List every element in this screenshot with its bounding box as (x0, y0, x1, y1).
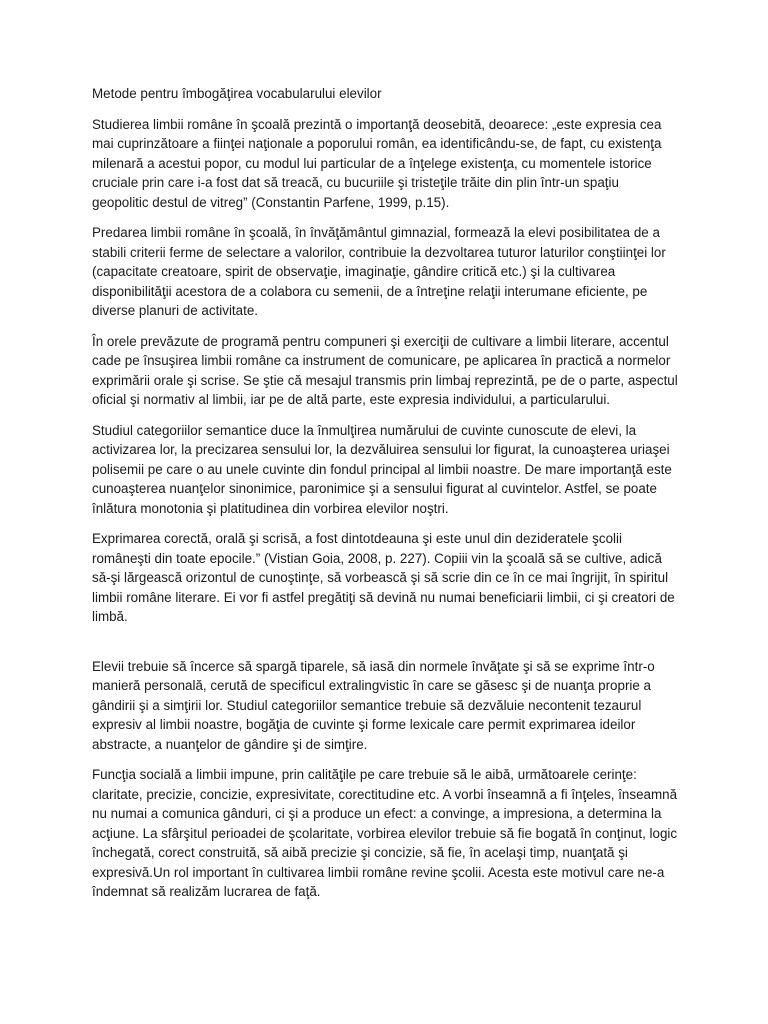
paragraph-3: În orele prevăzute de programă pentru compuneri şi exerciţii de cultivare a limbii literare, accentul cade pe însuşirea limbii române ca instrument de comunicare, pe aplicarea în practică a normelor exprimării orale şi scrise. Se ştie că mesajul transmis prin limbaj reprezintă, pe de o parte, aspectul oficial şi normativ al limbii, iar pe de altă parte, este expresia individului, a particularului. (92, 333, 678, 407)
blank-line (92, 638, 678, 657)
document-body (92, 84, 678, 913)
paragraph-6: Elevii trebuie să încerce să spargă tiparele, să iasă din normele învăţate şi să se exprime într-o manieră personală, cerută de specificul extralingvistic în care se găsesc şi de nuanţa proprie a gândirii şi a simţirii lor. Studiul categoriilor semantice trebuie să dezvăluie necontenit tezaurul expresiv al limbii noastre, bogăţia de cuvinte şi forme lexicale care permit exprimarea ideilor abstracte, a nuanţelor de gândire şi de simţire. (92, 658, 655, 752)
paragraph-4: Studiul categoriilor semantice duce la înmulţirea numărului de cuvinte cunoscute de elevi, la activizarea lor, la precizarea sensului lor, la dezvăluirea sensului lor figurat, la cunoaşterea uriaşei polisemii pe care o au unele cuvinte din fondul principal al limbii noastre. De mare importanţă este cunoaşterea nuanţelor sinonimice, paronimice şi a sensului figurat al cuvintelor. Astfel, se poate înlătura monotonia şi platitudinea din vorbirea elevilor noştri. (92, 422, 672, 516)
paragraph-2: Predarea limbii române în şcoală, în învăţământul gimnazial, formează la elevi posibilitatea de a stabili criterii ferme de selectare a valorilor, contribuie la dezvoltarea tuturor laturilor conştiinţei lor (capacitate creatoare, spirit de observaţie, imaginaţie, gândire critică etc.) şi la cultivarea disponibilităţii acestora de a colabora cu semenii, de a întreţine relaţii interumane eficiente, pe diverse planuri de activitate. (92, 225, 666, 318)
paragraph-5: Exprimarea corectă, orală şi scrisă, a fost dintotdeauna şi este unul din dezideratele şcolii româneşti din toate epocile.” (Vistian Goia, 2008, p. 227). Copiii vin la şcoală să se cultive, adică să-şi lărgească orizontul de cunoştinţe, să vorbească şi să scrie din ce în ce mai îngrijit, în spiritul limbii române literare. Ei vor fi astfel pregătiţi să devină nu numai beneficiarii limbii, ci şi creatori de limbă. (92, 531, 675, 624)
document-title: Metode pentru îmbogăţirea vocabularului elevilor (92, 86, 382, 101)
paragraph-1: Studierea limbii române în şcoală prezintă o importanţă deosebită, deoarece: „este expresia cea mai cuprinzătoare a fiinţei naţionale a poporului român, ea identificându-se, de fapt, cu existenţa milenară a acestui popor, cu modul lui particular de a înţelege existenţa, cu momentele istorice cruciale prin care i-a fost dat să treacă, cu bucuriile şi tristeţile trăite din plin într-un spaţiu geopolitic destul de vitreg” (Constantin Parfene, 1999, p.15). (92, 116, 662, 210)
paragraph-7: Funcţia socială a limbii impune, prin calităţile pe care trebuie să le aibă, următoarele cerinţe: claritate, precizie, concizie, expresivitate, corectitudine etc. A vorbi înseamnă a fi înţeles, înseamnă nu numai a comunica gânduri, ci şi a produce un efect: a convinge, a impresiona, a determina la acţiune. La sfârşitul perioadei de şcolaritate, vorbirea elevilor trebuie să fie bogată în conţinut, logic închegată, corect construită, să aibă precizie şi concizie, să fie, în acelaşi timp, nuanţată şi expresivă.Un rol important în cultivarea limbii române revine şcolii. Acesta este motivul care ne-a îndemnat să realizăm lucrarea de faţă. (92, 767, 678, 899)
